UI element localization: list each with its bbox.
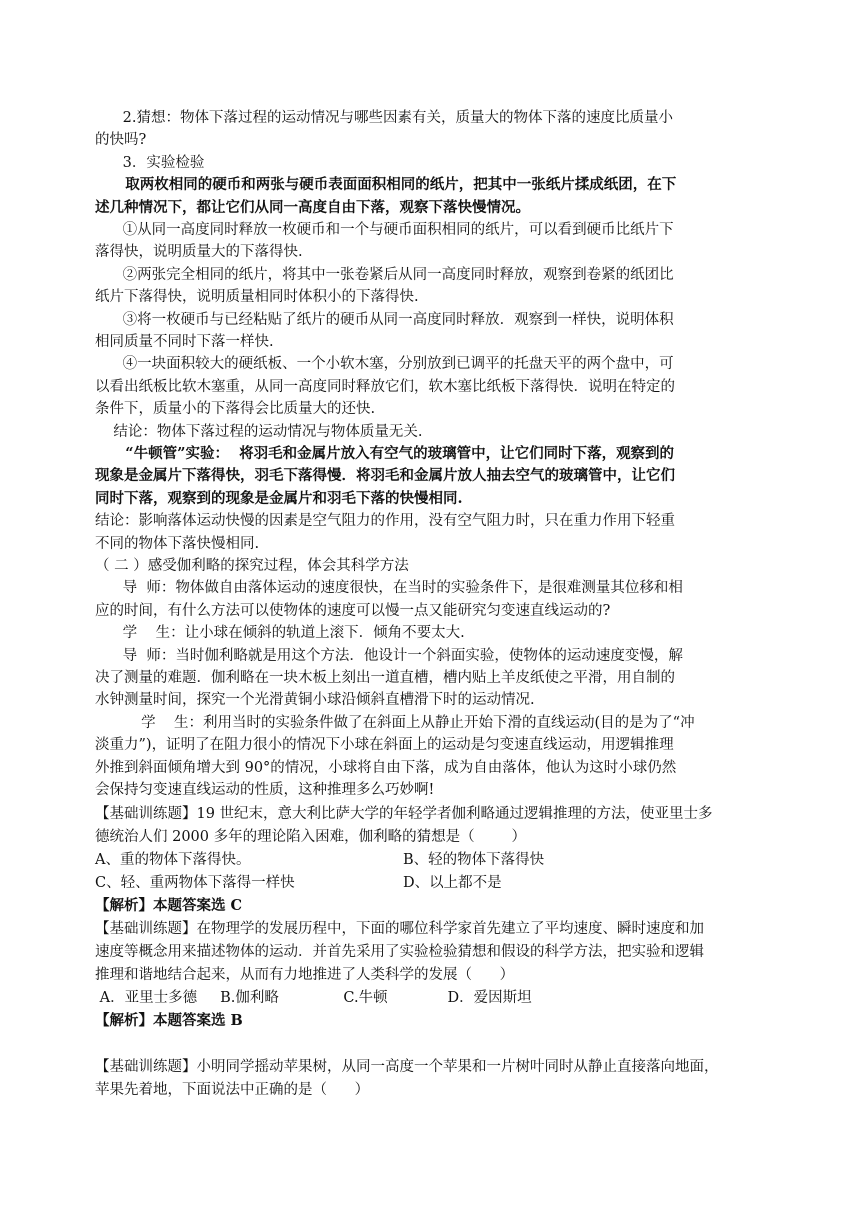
text-line: 以看出纸板比软木塞重，从同一高度同时释放它们，软木塞比纸板下落得快．说明在特定的 — [95, 379, 675, 395]
option-c: C、轻、重两物体下落得一样快 — [95, 875, 295, 891]
text-line: ③将一枚硬币与已经粘贴了纸片的硬币从同一高度同时释放．观察到一样快，说明体积 — [95, 312, 674, 328]
option-d: D、以上都不是 — [403, 875, 502, 891]
text-line: 淡重力”)，证明了在阻力很小的情况下小球在斜面上的运动是匀变速直线运动，用逻辑推理 — [95, 737, 674, 753]
text-line: 学 生：利用当时的实验条件做了在斜面上从静止开始下滑的直线运动(目的是为了“冲 — [95, 715, 695, 731]
text-line-bold: 同时下落，观察到的现象是金属片和羽毛下落的快慢相同. — [95, 490, 463, 507]
text-line: 的快吗? — [95, 132, 147, 148]
text-line: 不同的物体下落快慢相同. — [95, 536, 260, 552]
text-line: 导 师：物体做自由落体运动的速度很快，在当时的实验条件下，是很难测量其位移和相 — [95, 580, 683, 596]
option-b: B、轻的物体下落得快 — [403, 852, 545, 868]
text-line: 外推到斜面倾角增大到 90°的情况，小球将自由下落，成为自由落体，他认为这时小球仍然 — [95, 760, 677, 776]
question-stem: 速度等概念用来描述物体的运动．并首先采用了实验检验猜想和假设的科学方法，把实验和逻辑 — [95, 944, 704, 960]
text-line: 2.猜想：物体下落过程的运动情况与哪些因素有关，质量大的物体下落的速度比质量小 — [95, 110, 673, 126]
text-line: 相同质量不同时下落一样快. — [95, 334, 274, 350]
text-line: 会保持匀变速直线运动的性质，这种推理多么巧妙啊! — [95, 782, 435, 798]
answer-line: 【解析】本题答案选 C — [95, 897, 243, 914]
text-line: 结论：影响落体运动快慢的因素是空气阻力的作用，没有空气阻力时，只在重力作用下轻重 — [95, 513, 675, 529]
text-line: 3．实验检验 — [95, 155, 205, 171]
text-line-bold: 现象是金属片下落得快，羽毛下落得慢．将羽毛和金属片放人抽去空气的玻璃管中，让它们 — [95, 467, 675, 484]
text-line: 决了测量的难题．伽利略在一块木板上刻出一道直槽，槽内贴上羊皮纸使之平滑，用自制的 — [95, 670, 675, 686]
question-stem: 推理和谐地结合起来，从而有力地推进了人类科学的发展（ ） — [95, 967, 515, 983]
text-line-bold: “牛顿管”实验： 将羽毛和金属片放入有空气的玻璃管中，让它们同时下落，观察到的 — [95, 445, 675, 462]
option-a: A、重的物体下落得快。 — [95, 852, 251, 868]
question-stem: 苹果先着地，下面说法中正确的是（ ） — [95, 1082, 370, 1098]
text-line-bold: 述几种情况下，都让它们从同一高度自由下落，观察下落快慢情况。 — [95, 199, 530, 216]
text-line: 落得快，说明质量大的下落得快. — [95, 244, 303, 260]
question-stem: 德统治人们 2000 多年的理论陷入困难，伽利略的猜想是（ ） — [95, 829, 526, 845]
text-line: 学 生：让小球在倾斜的轨道上滚下．倾角不要太大. — [95, 625, 465, 641]
question-stem: 【基础训练题】小明同学摇动苹果树，从同一高度一个苹果和一片树叶同时从静止直接落向地面， — [95, 1059, 719, 1075]
text-line: ④一块面积较大的硬纸板、一个小软木塞，分别放到已调平的托盘天平的两个盘中，可 — [95, 356, 674, 372]
text-line-bold: 取两枚相同的硬币和两张与硬币表面面积相同的纸片，把其中一张纸片揉成纸团，在下 — [95, 176, 677, 193]
text-line: 纸片下落得快，说明质量相同时体积小的下落得快. — [95, 289, 419, 305]
text-line: 导 师：当时伽利略就是用这个方法．他设计一个斜面实验，使物体的运动速度变慢，解 — [95, 648, 683, 664]
answer-line: 【解析】本题答案选 B — [95, 1012, 243, 1029]
text-line: ①从同一高度同时释放一枚硬币和一个与硬币面积相同的纸片，可以看到硬币比纸片下 — [95, 222, 674, 238]
text-line: ②两张完全相同的纸片，将其中一张卷紧后从同一高度同时释放，观察到卷紧的纸团比 — [95, 267, 674, 283]
text-line: 应的时间，有什么方法可以使物体的速度可以慢一点又能研究匀变速直线运动的? — [95, 603, 611, 619]
text-line: （ 二 ）感受伽利略的探究过程，体会其科学方法 — [95, 558, 409, 574]
text-line: 结论：物体下落过程的运动情况与物体质量无关. — [95, 424, 423, 440]
text-line: 条件下，质量小的下落得会比质量大的还快. — [95, 401, 376, 417]
question-stem: 【基础训练题】19 世纪末，意大利比萨大学的年轻学者伽利略通过逻辑推理的方法，使亚里士多 — [95, 806, 713, 822]
question-stem: 【基础训练题】在物理学的发展历程中，下面的哪位科学家首先建立了平均速度、瞬时速度和加 — [95, 921, 704, 937]
options-row: A．亚里士多德 B.伽利略 C.牛顿 D．爱因斯坦 — [95, 990, 532, 1006]
text-line: 水钟测量时间，探究一个光滑黄铜小球沿倾斜直槽滑下时的运动情况. — [95, 692, 535, 708]
